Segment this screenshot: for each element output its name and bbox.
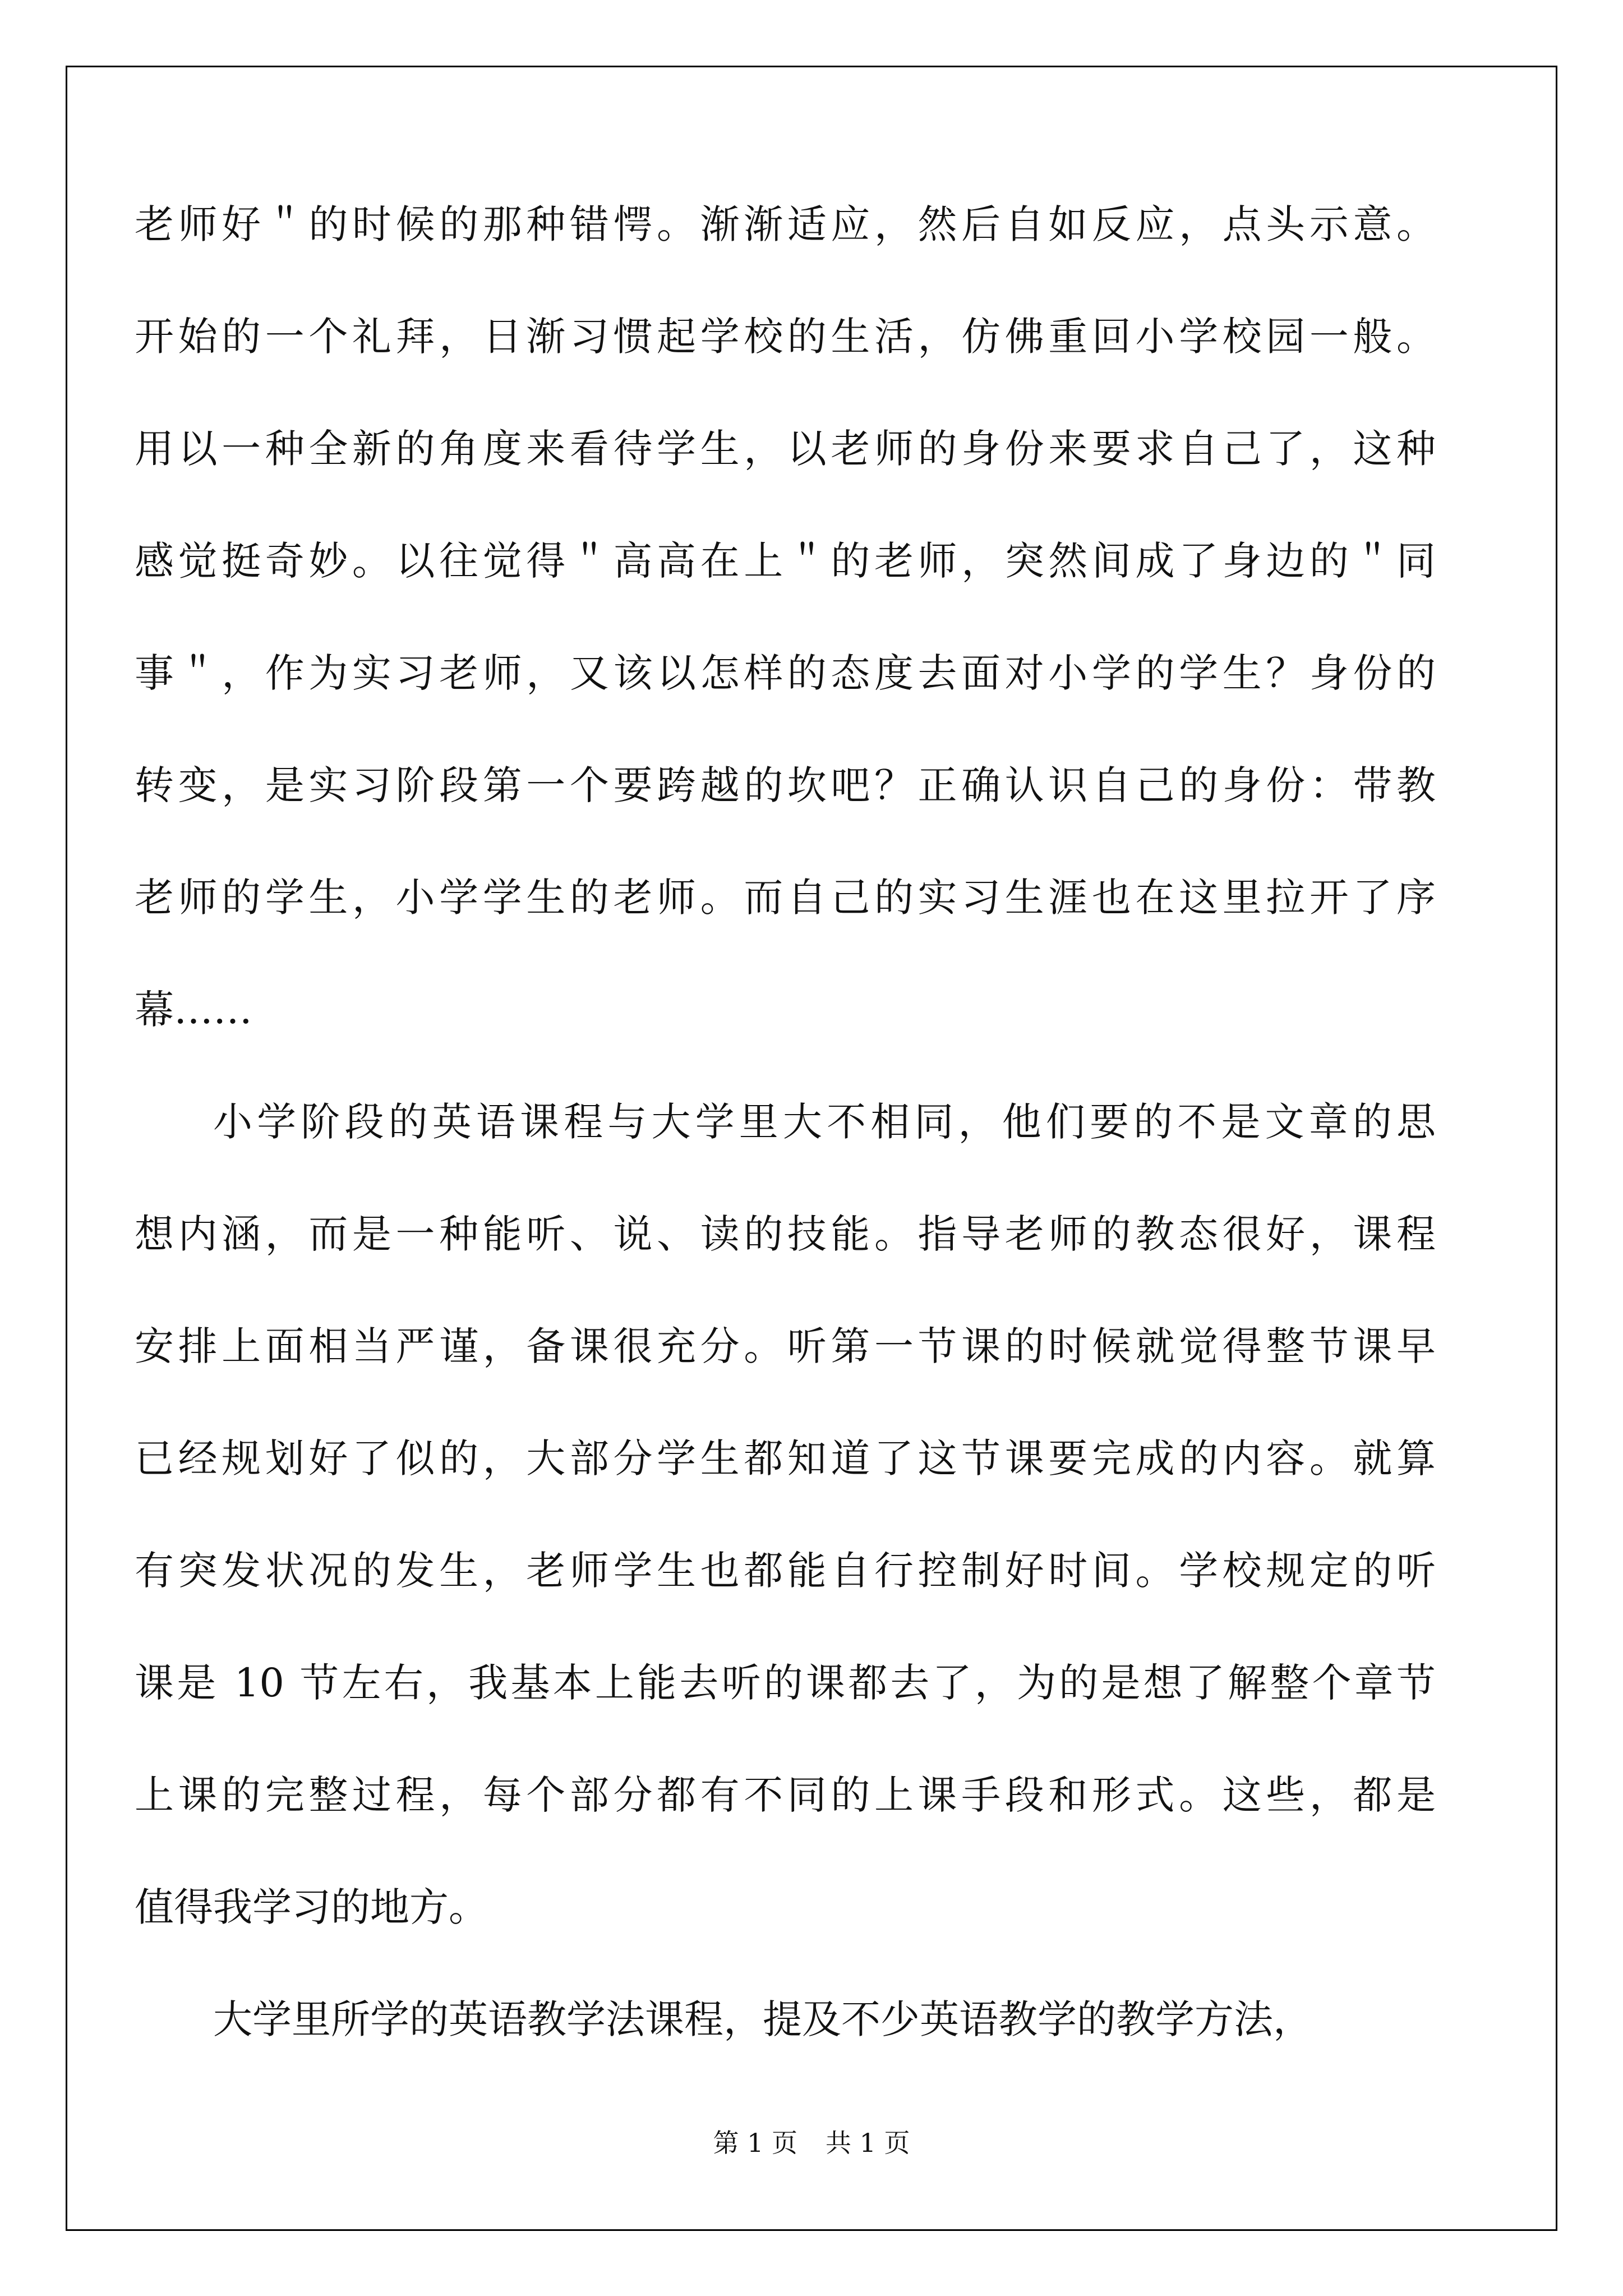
text-line: 已经规划好了似的，大部分学生都知道了这节课要完成的内容。就算 — [135, 1435, 1436, 1481]
paragraph-start-line: 小学阶段的英语课程与大学里大不相同，他们要的不是文章的思 — [213, 1099, 1436, 1145]
document-body — [135, 168, 1436, 2042]
text-line: 用以一种全新的角度来看待学生，以老师的身份来要求自己了，这种 — [135, 426, 1436, 472]
text-line: 老师的学生，小学学生的老师。而自己的实习生涯也在这里拉开了序 — [135, 875, 1436, 921]
text-line: 幕…… — [135, 987, 252, 1033]
page-footer — [0, 2126, 1623, 2160]
text-line: 转变，是实习阶段第一个要跨越的坎吧？正确认识自己的身份：带教 — [135, 762, 1436, 808]
text-line: 开始的一个礼拜，日渐习惯起学校的生活，仿佛重回小学校园一般。 — [135, 314, 1436, 360]
text-line: 上课的完整过程，每个部分都有不同的上课手段和形式。这些，都是 — [135, 1772, 1436, 1818]
text-line: 事＂，作为实习老师，又该以怎样的态度去面对小学的学生？身份的 — [135, 650, 1436, 696]
page-number: 第 1 页 — [713, 2128, 797, 2158]
text-line: 值得我学习的地方。 — [135, 1884, 488, 1930]
page-total: 共 1 页 — [826, 2128, 910, 2158]
text-line: 课是 10 节左右，我基本上能去听的课都去了，为的是想了解整个章节 — [135, 1660, 1436, 1706]
text-line: 有突发状况的发生，老师学生也都能自行控制好时间。学校规定的听 — [135, 1548, 1436, 1594]
text-line: 感觉挺奇妙。以往觉得＂高高在上＂的老师，突然间成了身边的＂同 — [135, 538, 1436, 584]
text-line: 老师好＂的时候的那种错愕。渐渐适应，然后自如反应，点头示意。 — [135, 201, 1436, 247]
paragraph-start-line: 大学里所学的英语教学法课程，提及不少英语教学的教学方法， — [213, 1996, 1312, 2042]
text-line: 安排上面相当严谨，备课很充分。听第一节课的时候就觉得整节课早 — [135, 1323, 1436, 1369]
text-line: 想内涵，而是一种能听、说、读的技能。指导老师的教态很好，课程 — [135, 1211, 1436, 1257]
